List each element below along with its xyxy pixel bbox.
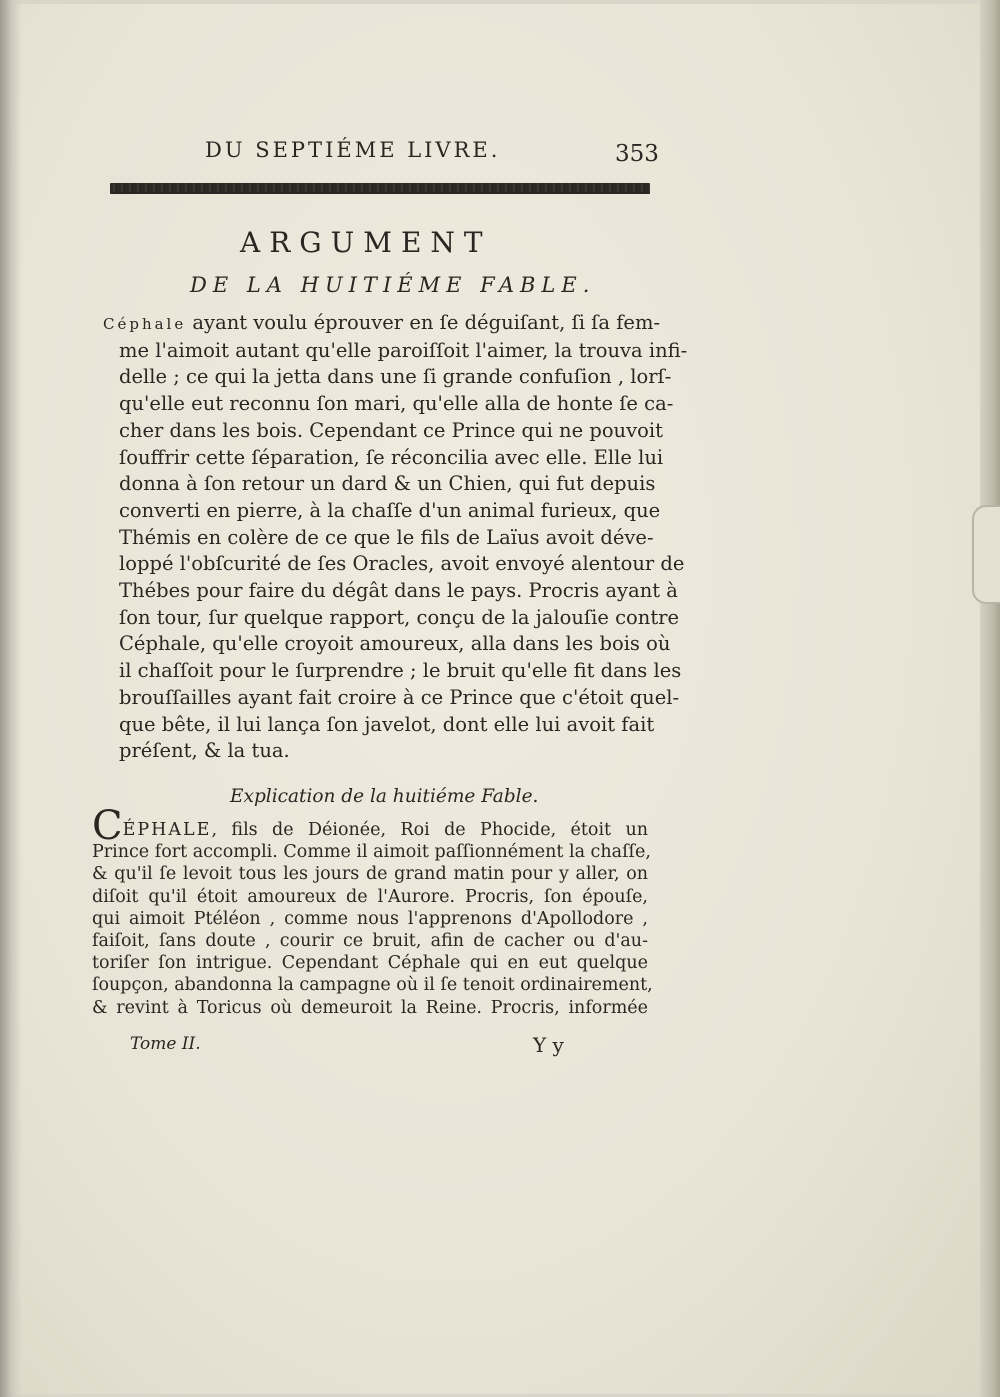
argument-line: que bête, il lui lança ſon javelot, dont elle lui avoit fait xyxy=(119,712,655,736)
explication-line: faiſoit, ſans doute , courir ce bruit, afin de cacher ou d'au- xyxy=(92,931,648,952)
gutter-shadow xyxy=(0,0,22,1397)
explication-line: diſoit qu'il étoit amoureux de l'Aurore. Procris, ſon épouſe, xyxy=(92,886,648,907)
explication-line: & revint à Toricus où demeuroit la Reine. Procris, informée xyxy=(92,997,648,1018)
argument-line: cher dans les bois. Cependant ce Prince qui ne pouvoit xyxy=(119,418,663,442)
argument-line: converti en pierre, à la chaſſe d'un animal furieux, que xyxy=(119,498,661,522)
argument-line: préſent, & la tua. xyxy=(119,739,290,763)
argument-lead-word: Céphale xyxy=(103,315,187,333)
explication-line: ſoupçon, abandonna la campagne où il ſe tenoit ordinairement, xyxy=(92,975,653,996)
argument-line: ſouffrir cette ſéparation, ſe réconcilia avec elle. Elle lui xyxy=(119,445,664,469)
argument-line: qu'elle eut reconnu ſon mari, qu'elle alla de honte ſe ca- xyxy=(119,392,674,416)
explication-line: Prince fort accompli. Comme il aimoit paſſionnément la chaſſe, xyxy=(92,842,651,863)
argument-paragraph xyxy=(103,310,688,765)
explication-line: qui aimoit Ptéléon , comme nous l'apprenons d'Apollodore , xyxy=(92,908,648,929)
explication-line-1: CÉPHALE, fils de Déionée, Roi de Phocide, étoit un xyxy=(92,803,648,849)
argument-line: delle ; ce qui la jetta dans une ſi grande confuſion , lorſ- xyxy=(119,365,672,389)
explication-line: & qu'il ſe levoit tous les jours de grand matin pour y aller, on xyxy=(92,864,648,885)
drop-cap: C xyxy=(92,803,123,849)
book-clasp xyxy=(972,505,1000,604)
explication-heading: Explication de la huitiéme Fable. xyxy=(230,786,539,807)
explication-lead-word: ÉPHALE xyxy=(122,820,212,840)
argument-line: il chaſſoit pour le ſurprendre ; le bruit qu'elle fit dans les xyxy=(119,659,682,683)
ornamental-rule xyxy=(110,183,650,194)
argument-line: ſon tour, ſur quelque rapport, conçu de la jalouſie contre xyxy=(119,605,680,629)
page-number: 353 xyxy=(615,141,659,167)
signature-mark: Y y xyxy=(533,1033,564,1057)
page-edge xyxy=(980,0,1000,1397)
explication-paragraph xyxy=(92,803,653,1019)
volume-label: Tome II. xyxy=(130,1034,201,1054)
argument-title: ARGUMENT xyxy=(240,226,492,259)
argument-line: me l'aimoit autant qu'elle paroiſſoit l'aimer, la trouva infi- xyxy=(119,338,688,362)
argument-line: Céphale, qu'elle croyoit amoureux, alla dans les bois où xyxy=(119,632,671,656)
argument-line: Thémis en colère de ce que le fils de Laïus avoit déve- xyxy=(119,525,654,549)
running-head: DU SEPTIÉME LIVRE. xyxy=(205,138,501,162)
argument-line-1: Céphale ayant voulu éprouver en ſe déguiſant, ſi ſa fem- xyxy=(103,311,661,334)
argument-line: loppé l'obſcurité de ſes Oracles, avoit envoyé alentour de xyxy=(119,552,685,576)
argument-subtitle: DE LA HUITIÉME FABLE. xyxy=(190,273,596,297)
argument-line: donna à ſon retour un dard & un Chien, qui fut depuis xyxy=(119,472,656,496)
argument-line: Thébes pour faire du dégât dans le pays. Procris ayant à xyxy=(119,579,678,603)
argument-line: brouſſailles ayant fait croire à ce Prince que c'étoit quel- xyxy=(119,685,680,709)
explication-line: toriſer ſon intrigue. Cependant Céphale qui en eut quelque xyxy=(92,953,648,974)
